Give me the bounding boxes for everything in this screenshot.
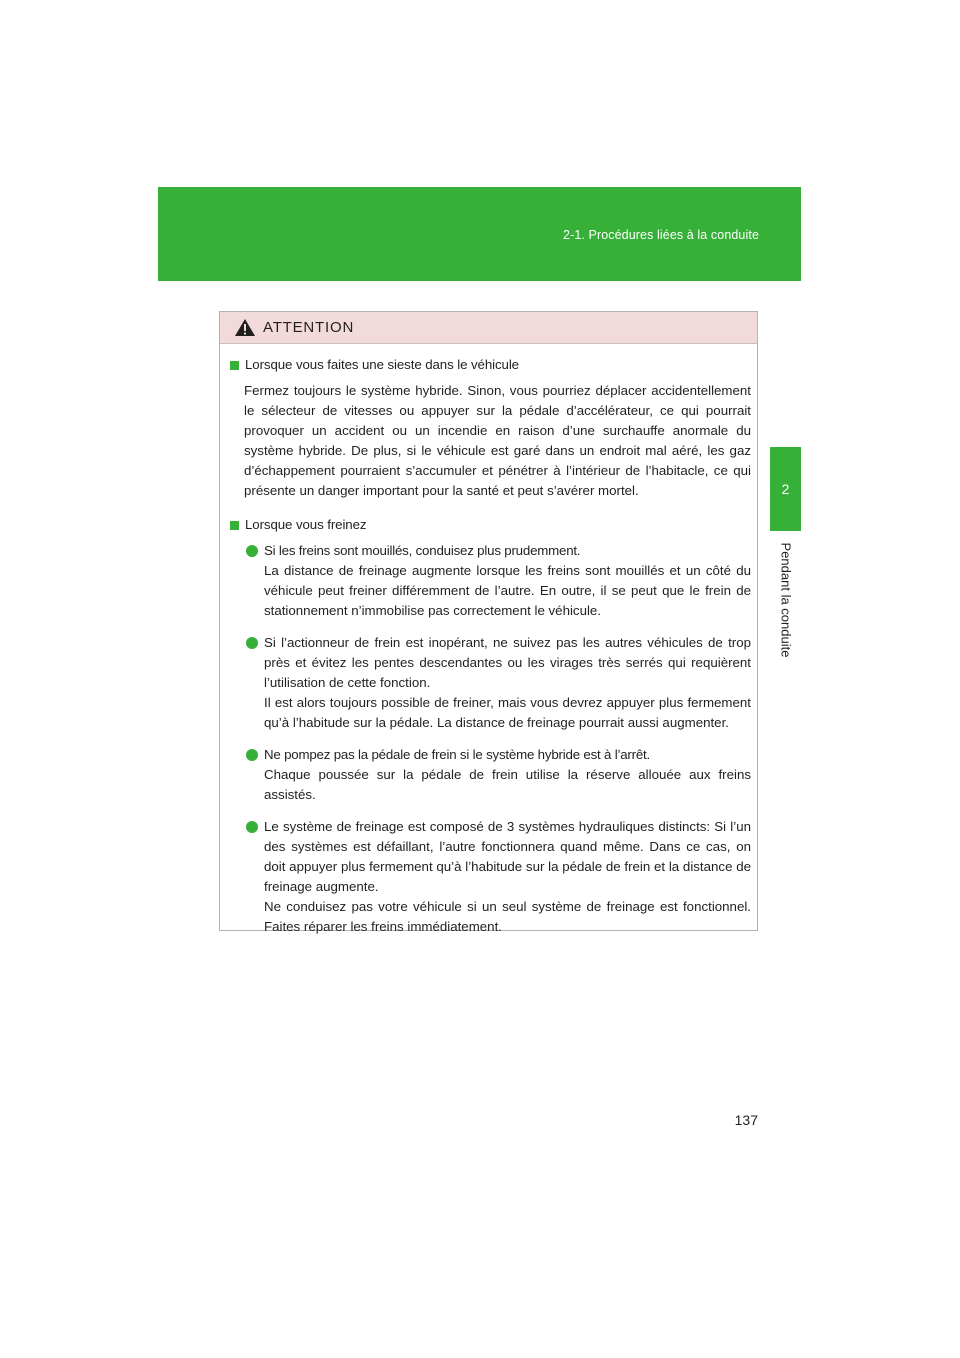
warning-body	[220, 344, 757, 937]
chapter-side-label: Pendant la conduite	[778, 542, 794, 658]
section-title: Lorsque vous faites une sieste dans le véhicule	[230, 355, 751, 375]
section-title: Lorsque vous freinez	[230, 515, 751, 535]
warning-box	[219, 311, 758, 934]
warning-label: ATTENTION	[263, 319, 355, 336]
list-item: Le système de freinage est composé de 3 systèmes hydrauliques distincts: Si l’un des systèmes est défaillant, l’autre fonctionnera quand même. Dans ce cas, on doit appuyer plus fermement qu’à l’habitude sur la pédale de frein et la distance de freinage augmente. Ne conduisez pas votre véhicule si un seul système de freinage est fonctionnel. Faites réparer les freins immédiatement.	[254, 817, 751, 937]
round-bullet-icon	[246, 545, 258, 557]
warning-header	[220, 312, 757, 344]
list-item: Si les freins sont mouillés, conduisez plus prudemment. La distance de freinage augmente lorsque les freins sont mouillés et un côté du véhicule peut freiner différemment de l’autre. En outre, il se peut que le frein de stationnement n’immobilise pas correctement le véhicule.	[254, 541, 751, 621]
round-bullet-icon	[246, 637, 258, 649]
section-paragraph: Fermez toujours le système hybride. Sinon, vous pourriez déplacer accidentellement le sélecteur de vitesses ou appuyer sur la pédale d’accélérateur, ce qui pourrait provoquer un accident ou un incendie en raison d’une surchauffe anormale du système hybride. De plus, si le véhicule est garé dans un endroit mal aéré, les gaz d’échappement pourraient s’accumuler et pénétrer à l’intérieur de l’habitacle, ce qui présente un danger important pour la santé et peut s’avérer mortel.	[244, 383, 751, 498]
chapter-number: 2	[781, 481, 790, 497]
chapter-title: 2-1. Procédures liées à la conduite	[563, 228, 759, 242]
chapter-tab	[770, 447, 801, 531]
round-bullet-icon	[246, 821, 258, 833]
list-item: Ne pompez pas la pédale de frein si le système hybride est à l’arrêt. Chaque poussée sur la pédale de frein utilise la réserve allouée aux freins assistés.	[254, 745, 751, 805]
round-bullet-icon	[246, 749, 258, 761]
list-item: Si l’actionneur de frein est inopérant, ne suivez pas les autres véhicules de trop près et évitez les pentes descendantes ou les virages très serrés qui requièrent l’utilisation de cette fonction. Il est alors toujours possible de freiner, mais vous devrez appuyer plus fermement qu’à l’habitude sur la pédale. La distance de freinage pourrait aussi augmenter.	[254, 633, 751, 733]
square-bullet-icon	[230, 361, 239, 370]
square-bullet-icon	[230, 521, 239, 530]
header-band	[158, 187, 801, 281]
page-number: 137	[734, 1112, 758, 1128]
warning-triangle-icon	[234, 318, 256, 337]
